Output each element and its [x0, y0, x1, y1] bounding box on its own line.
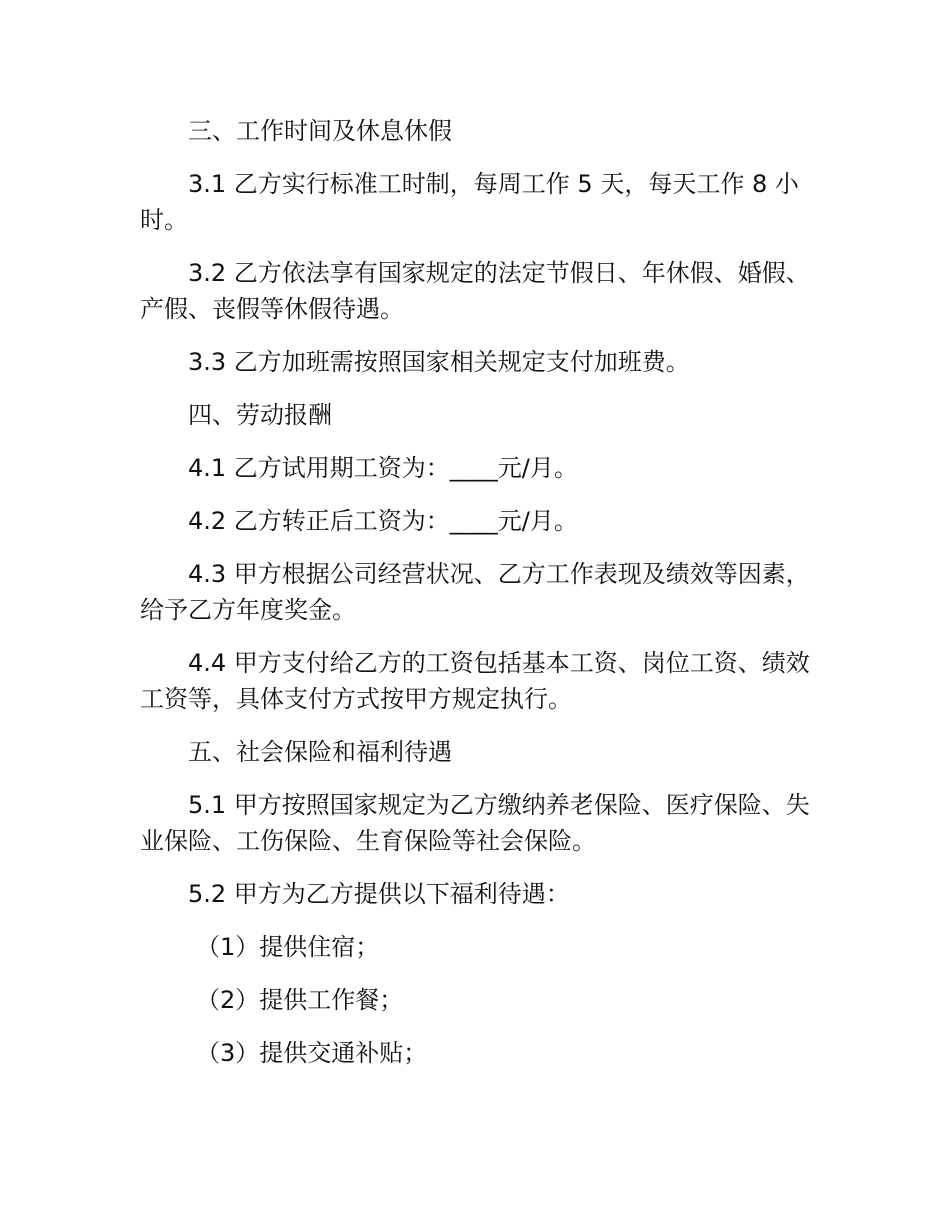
- section-heading-4: 四、劳动报酬: [188, 401, 332, 429]
- section-heading-5: 五、社会保险和福利待遇: [188, 738, 452, 766]
- clause-4-4: 4.4 甲方支付给乙方的工资包括基本工资、岗位工资、绩效工资等，具体支付方式按甲方规定执行。: [140, 649, 810, 713]
- benefit-item-2: （2）提供工作餐；: [196, 986, 404, 1014]
- clause-5-1: 5.1 甲方按照国家规定为乙方缴纳养老保险、医疗保险、失业保险、工伤保险、生育保险等社会保险。: [140, 791, 810, 855]
- benefit-item-3: （3）提供交通补贴；: [196, 1039, 428, 1067]
- clause-3-3: 3.3 乙方加班需按照国家相关规定支付加班费。: [188, 348, 690, 376]
- clause-4-2: 4.2 乙方转正后工资为：____元/月。: [188, 507, 578, 535]
- section-heading-3: 三、工作时间及休息休假: [188, 117, 452, 145]
- clause-3-1: 3.1 乙方实行标准工时制，每周工作 5 天，每天工作 8 小时。: [140, 170, 799, 234]
- clause-4-1: 4.1 乙方试用期工资为：____元/月。: [188, 454, 578, 482]
- benefit-item-1: （1）提供住宿；: [196, 933, 380, 961]
- clause-4-3: 4.3 甲方根据公司经营状况、乙方工作表现及绩效等因素，给予乙方年度奖金。: [140, 560, 810, 624]
- clause-3-2: 3.2 乙方依法享有国家规定的法定节假日、年休假、婚假、产假、丧假等休假待遇。: [140, 259, 810, 323]
- clause-5-2: 5.2 甲方为乙方提供以下福利待遇：: [188, 880, 570, 908]
